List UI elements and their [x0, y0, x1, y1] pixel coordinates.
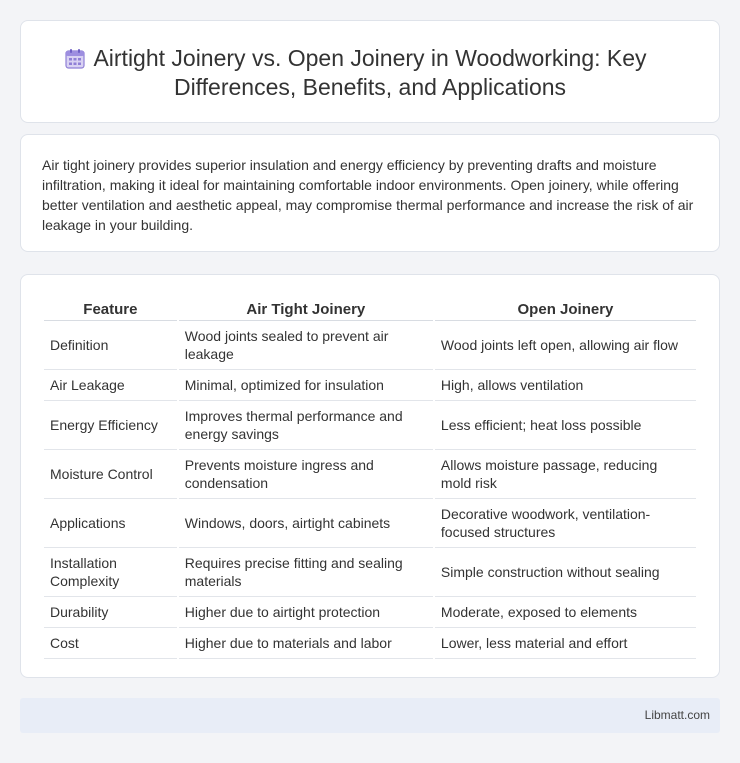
- table-cell-air-tight: Requires precise fitting and sealing materials: [179, 548, 433, 597]
- comparison-card: [20, 274, 720, 678]
- table-row: [44, 401, 696, 450]
- table-cell-open: Moderate, exposed to elements: [435, 597, 696, 628]
- table-cell-open: Wood joints left open, allowing air flow: [435, 321, 696, 370]
- table-cell-open: Simple construction without sealing: [435, 548, 696, 597]
- table-row: [44, 370, 696, 401]
- table-cell-air-tight: Improves thermal performance and energy savings: [179, 401, 433, 450]
- table-cell-open: High, allows ventilation: [435, 370, 696, 401]
- table-row: [44, 321, 696, 370]
- table-row: [44, 628, 696, 659]
- table-row: [44, 450, 696, 499]
- table-row: [44, 548, 696, 597]
- table-row: [44, 597, 696, 628]
- table-cell-open: Decorative woodwork, ventilation-focused structures: [435, 499, 696, 548]
- table-cell-open: Lower, less material and effort: [435, 628, 696, 659]
- comparison-table: [42, 296, 698, 659]
- table-cell-air-tight: Higher due to materials and labor: [179, 628, 433, 659]
- table-row: [44, 499, 696, 548]
- intro-text: Air tight joinery provides superior insulation and energy efficiency by preventing drafts and moisture infiltration, making it ideal for maintaining comfortable indoor environments. Open joinery, while offering better ventilation and aesthetic appeal, may compromise thermal performance and increase the risk of air leakage in your building.: [42, 157, 694, 233]
- footer-site-name[interactable]: Libmatt.com: [644, 708, 710, 722]
- table-cell-feature: Moisture Control: [44, 450, 177, 499]
- table-header-row: [44, 296, 696, 321]
- table-cell-open: Less efficient; heat loss possible: [435, 401, 696, 450]
- intro-card: [20, 134, 720, 252]
- table-cell-air-tight: Minimal, optimized for insulation: [179, 370, 433, 401]
- column-header-air-tight: Air Tight Joinery: [179, 296, 433, 321]
- column-header-feature: Feature: [44, 296, 177, 321]
- header-card: [20, 20, 720, 123]
- table-cell-feature: Cost: [44, 628, 177, 659]
- table-cell-air-tight: Wood joints sealed to prevent air leakage: [179, 321, 433, 370]
- table-cell-air-tight: Higher due to airtight protection: [179, 597, 433, 628]
- table-cell-feature: Installation Complexity: [44, 548, 177, 597]
- table-cell-feature: Definition: [44, 321, 177, 370]
- table-cell-feature: Energy Efficiency: [44, 401, 177, 450]
- column-header-open: Open Joinery: [435, 296, 696, 321]
- table-cell-feature: Durability: [44, 597, 177, 628]
- footer: [20, 698, 720, 733]
- table-cell-feature: Air Leakage: [44, 370, 177, 401]
- table-cell-air-tight: Prevents moisture ingress and condensation: [179, 450, 433, 499]
- table-cell-feature: Applications: [44, 499, 177, 548]
- table-cell-air-tight: Windows, doors, airtight cabinets: [179, 499, 433, 548]
- table-cell-open: Allows moisture passage, reducing mold risk: [435, 450, 696, 499]
- page-title: Airtight Joinery vs. Open Joinery in Woodworking: Key Differences, Benefits, and Applications: [93, 45, 647, 100]
